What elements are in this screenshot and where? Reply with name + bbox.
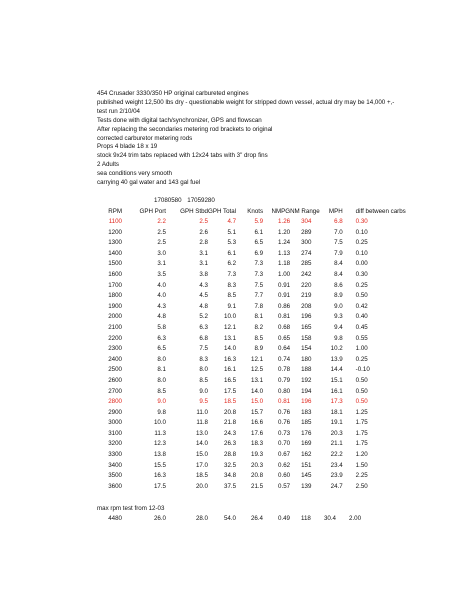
cell-nmpg: 1.13 xyxy=(278,249,291,257)
cell-mph: 7.0 xyxy=(334,228,343,236)
cell-mph: 21.1 xyxy=(330,440,343,448)
cell-diff-carbs: 0.30 xyxy=(355,218,368,225)
cell-mph: 7.5 xyxy=(334,239,343,247)
cell-diff-carbs: 0.45 xyxy=(355,323,368,331)
cell-gph-stbd: 20.0 xyxy=(195,482,208,490)
note-line: test run 2/10/04 xyxy=(97,107,140,115)
cell-gph-stbd: 18.5 xyxy=(195,472,208,480)
cell-rpm: 3100 xyxy=(108,429,122,437)
cell-gph-port: 8.1 xyxy=(157,366,166,374)
cell-gph-stbd: 3.1 xyxy=(199,260,208,268)
cell-gph-total: 20.8 xyxy=(224,408,237,416)
max-rpm-table xyxy=(96,514,400,525)
cell-gph-stbd: 8.5 xyxy=(199,376,208,384)
cell-nm-range: 169 xyxy=(301,440,312,448)
cell-nm-range: 196 xyxy=(301,398,312,406)
cell-diff-carbs: 0.10 xyxy=(355,249,368,257)
cell-gph-stbd: 14.0 xyxy=(195,440,208,448)
cell-diff-carbs: 1.75 xyxy=(355,429,368,437)
cell-rpm: 1400 xyxy=(108,249,122,257)
cell-knots: 15.0 xyxy=(251,398,264,406)
cell-gph-total: 18.5 xyxy=(224,398,237,406)
cell-rpm: 4480 xyxy=(108,515,122,522)
cell-knots: 15.7 xyxy=(251,408,264,416)
table-row xyxy=(96,450,407,461)
cell-gph-total: 10.0 xyxy=(224,313,237,321)
cell-nm-range: 145 xyxy=(301,472,312,480)
cell-rpm: 1300 xyxy=(108,239,122,247)
cell-nm-range: 158 xyxy=(301,334,312,342)
cell-rpm: 1700 xyxy=(108,281,122,289)
cell-mph: 13.9 xyxy=(330,355,343,363)
cell-rpm: 1200 xyxy=(108,228,122,236)
cell-nmpg: 1.18 xyxy=(278,260,291,268)
cell-knots: 20.8 xyxy=(251,472,264,480)
note-line: carrying 40 gal water and 143 gal fuel xyxy=(97,179,201,187)
note-line: sea conditions very smooth xyxy=(97,170,172,178)
cell-rpm: 2700 xyxy=(108,387,122,395)
cell-knots: 7.3 xyxy=(254,260,264,268)
cell-gph-stbd: 3.8 xyxy=(199,270,208,278)
cell-gph-total: 17.5 xyxy=(224,387,237,395)
cell-gph-stbd: 7.5 xyxy=(199,345,208,353)
cell-gph-port: 13.8 xyxy=(153,451,166,459)
cell-mph: 19.1 xyxy=(330,419,343,427)
cell-nmpg: 1.24 xyxy=(278,239,291,247)
cell-gph-total: 13.1 xyxy=(224,334,237,342)
max-rpm-label: max rpm test from 12-03 xyxy=(97,505,165,512)
cell-mph: 9.0 xyxy=(334,302,343,310)
cell-nm-range: 219 xyxy=(301,292,312,300)
cell-diff-carbs: 0.50 xyxy=(355,398,368,406)
cell-rpm: 1100 xyxy=(108,218,122,225)
max-rpm-row xyxy=(96,514,400,525)
cell-gph-total: 4.7 xyxy=(227,218,237,225)
cell-gph-stbd: 8.0 xyxy=(199,366,208,374)
cell-mph: 9.4 xyxy=(334,323,343,331)
cell-nm-range: 192 xyxy=(301,376,312,384)
table-row xyxy=(96,238,407,249)
cell-rpm: 2600 xyxy=(108,376,122,384)
cell-gph-stbd: 3.1 xyxy=(199,249,208,257)
table-row xyxy=(96,228,407,239)
cell-gph-port: 2.5 xyxy=(157,228,166,236)
cell-gph-stbd: 6.3 xyxy=(199,323,208,331)
cell-knots: 12.1 xyxy=(251,355,264,363)
table-row xyxy=(96,259,407,270)
cell-diff-carbs: 0.55 xyxy=(355,334,368,342)
cell-gph-stbd: 17.0 xyxy=(195,461,208,469)
cell-rpm: 1600 xyxy=(108,270,122,278)
cell-gph-total: 16.5 xyxy=(224,376,237,384)
table-row xyxy=(96,270,407,281)
cell-mph: 23.4 xyxy=(330,461,343,469)
cell-gph-port: 5.8 xyxy=(157,323,166,331)
cell-nmpg: 0.62 xyxy=(278,461,291,469)
cell-gph-total: 6.1 xyxy=(227,249,237,257)
cell-gph-stbd: 2.8 xyxy=(199,239,208,247)
cell-gph-stbd: 4.5 xyxy=(199,292,208,300)
cell-rpm: 2500 xyxy=(108,366,122,374)
cell-rpm: 1800 xyxy=(108,292,122,300)
cell-nm-range: 220 xyxy=(301,281,312,289)
cell-rpm: 3600 xyxy=(108,482,122,490)
header-gph-stbd: GPH Stbd xyxy=(180,208,208,215)
cell-rpm: 2200 xyxy=(108,334,122,342)
cell-gph-stbd: 4.8 xyxy=(199,302,208,310)
test-notes xyxy=(97,90,457,188)
cell-rpm: 3400 xyxy=(108,461,122,469)
cell-knots: 8.2 xyxy=(254,323,264,331)
cell-nm-range: 289 xyxy=(301,228,312,236)
cell-gph-port: 4.0 xyxy=(157,292,166,300)
cell-nm-range: 274 xyxy=(301,249,312,257)
cell-mph: 9.3 xyxy=(334,313,343,321)
note-line: 2 Adults xyxy=(97,161,120,169)
note-line: 454 Crusader 3330/350 HP original carbureted engines xyxy=(97,90,249,97)
cell-gph-stbd: 8.3 xyxy=(199,355,208,363)
cell-diff-carbs: -0.10 xyxy=(355,366,370,374)
cell-nm-range: 139 xyxy=(301,482,312,490)
cell-diff-carbs: 0.30 xyxy=(355,270,368,278)
cell-diff-carbs: 2.00 xyxy=(349,515,362,522)
table-row xyxy=(96,418,407,429)
cell-knots: 12.5 xyxy=(251,366,264,374)
cell-gph-port: 4.8 xyxy=(157,313,166,321)
header-diff-carbs: diff between carbs xyxy=(355,208,406,215)
table-row xyxy=(96,217,407,228)
cell-mph: 8.9 xyxy=(334,292,343,300)
note-line: After replacing the secondaries metering rod brackets to original xyxy=(97,125,273,133)
header-knots: Knots xyxy=(247,208,264,215)
cell-nmpg: 0.60 xyxy=(278,472,291,480)
cell-diff-carbs: 0.25 xyxy=(355,281,368,289)
cell-nmpg: 1.26 xyxy=(278,218,291,225)
note-line: Tests done with digital tach/synchronizer, GPS and flowscan xyxy=(97,116,262,124)
cell-gph-stbd: 9.0 xyxy=(199,387,208,395)
cell-rpm: 2100 xyxy=(108,323,122,331)
cell-diff-carbs: 1.75 xyxy=(355,440,368,448)
cell-gph-stbd: 11.0 xyxy=(196,408,208,416)
cell-knots: 18.3 xyxy=(251,440,264,448)
cell-nmpg: 0.91 xyxy=(278,281,291,289)
cell-rpm: 3200 xyxy=(108,440,122,448)
cell-diff-carbs: 1.50 xyxy=(355,461,368,469)
cell-gph-total: 28.8 xyxy=(224,451,237,459)
cell-mph: 8.4 xyxy=(334,260,343,268)
cell-gph-port: 11.3 xyxy=(154,429,166,437)
port-serial: 17080580 xyxy=(154,197,182,204)
cell-nmpg: 0.81 xyxy=(278,398,291,406)
cell-gph-port: 6.5 xyxy=(157,345,166,353)
cell-nmpg: 0.73 xyxy=(278,429,291,437)
cell-rpm: 1900 xyxy=(108,302,122,310)
cell-knots: 7.7 xyxy=(254,292,264,300)
cell-nm-range: 194 xyxy=(301,387,312,395)
cell-diff-carbs: 0.50 xyxy=(355,292,368,300)
cell-knots: 7.5 xyxy=(254,281,264,289)
cell-rpm: 2900 xyxy=(108,408,122,416)
performance-table xyxy=(96,206,407,492)
header-gph-port: GPH Port xyxy=(139,208,166,215)
cell-nm-range: 180 xyxy=(301,355,312,363)
table-row xyxy=(96,439,407,450)
cell-gph-stbd: 2.5 xyxy=(199,218,208,225)
table-row xyxy=(96,408,407,419)
cell-nm-range: 196 xyxy=(301,313,312,321)
cell-rpm: 2300 xyxy=(108,345,122,353)
cell-knots: 5.9 xyxy=(254,218,264,225)
cell-gph-total: 8.5 xyxy=(227,292,237,300)
cell-mph: 20.3 xyxy=(330,429,343,437)
cell-gph-port: 15.5 xyxy=(153,461,166,469)
cell-nmpg: 0.70 xyxy=(278,440,291,448)
cell-diff-carbs: 0.42 xyxy=(355,302,368,310)
cell-diff-carbs: 1.75 xyxy=(355,419,368,427)
cell-nmpg: 0.78 xyxy=(278,366,291,374)
cell-gph-port: 16.3 xyxy=(153,472,166,480)
cell-nm-range: 165 xyxy=(301,323,312,331)
cell-gph-port: 9.0 xyxy=(157,398,166,406)
cell-gph-port: 26.0 xyxy=(153,515,166,522)
cell-gph-port: 10.0 xyxy=(153,419,166,427)
note-line: stock 9x24 trim tabs replaced with 12x24 tabs with 3" drop fins xyxy=(97,152,268,160)
cell-gph-total: 5.1 xyxy=(227,228,237,236)
cell-nmpg: 0.76 xyxy=(278,408,291,416)
table-row xyxy=(96,461,407,472)
cell-mph: 14.4 xyxy=(330,366,343,374)
cell-nmpg: 0.49 xyxy=(277,515,290,522)
cell-nm-range: 185 xyxy=(301,419,312,427)
cell-mph: 15.1 xyxy=(330,376,343,384)
cell-knots: 14.0 xyxy=(251,387,264,395)
cell-knots: 13.1 xyxy=(251,376,264,384)
table-row xyxy=(96,249,407,260)
cell-diff-carbs: 1.20 xyxy=(355,451,368,459)
cell-nm-range: 304 xyxy=(301,218,312,225)
cell-nm-range: 176 xyxy=(301,429,312,437)
table-row xyxy=(96,376,407,387)
cell-nmpg: 1.00 xyxy=(278,270,291,278)
table-row xyxy=(96,397,407,408)
cell-gph-stbd: 11.8 xyxy=(196,419,208,427)
cell-gph-port: 12.3 xyxy=(153,440,166,448)
header-gph-total: GPH Total xyxy=(208,208,237,215)
cell-mph: 22.2 xyxy=(330,451,343,459)
cell-gph-total: 8.3 xyxy=(227,281,237,289)
cell-gph-port: 2.2 xyxy=(157,218,166,225)
table-row xyxy=(96,291,407,302)
cell-gph-port: 2.5 xyxy=(157,239,166,247)
cell-nm-range: 242 xyxy=(301,270,312,278)
cell-gph-total: 34.8 xyxy=(224,472,237,480)
cell-mph: 9.8 xyxy=(334,334,343,342)
cell-nmpg: 0.80 xyxy=(278,387,291,395)
table-row xyxy=(96,281,407,292)
cell-mph: 7.9 xyxy=(334,249,343,257)
cell-gph-stbd: 15.0 xyxy=(195,451,208,459)
cell-rpm: 1500 xyxy=(108,260,122,268)
cell-nm-range: 162 xyxy=(301,451,312,459)
table-header-row xyxy=(96,206,407,217)
cell-nm-range: 154 xyxy=(301,345,312,353)
cell-nmpg: 1.20 xyxy=(278,228,291,236)
cell-gph-port: 8.0 xyxy=(157,376,166,384)
cell-gph-stbd: 9.5 xyxy=(199,398,208,406)
cell-diff-carbs: 2.50 xyxy=(355,482,368,490)
cell-diff-carbs: 0.50 xyxy=(355,387,368,395)
cell-nmpg: 0.68 xyxy=(278,323,291,331)
cell-diff-carbs: 0.50 xyxy=(355,376,368,384)
cell-gph-stbd: 4.3 xyxy=(199,281,208,289)
cell-nm-range: 188 xyxy=(301,366,312,374)
cell-gph-stbd: 2.6 xyxy=(199,228,208,236)
cell-gph-total: 24.3 xyxy=(224,429,237,437)
cell-gph-total: 16.1 xyxy=(224,366,237,374)
cell-gph-total: 6.2 xyxy=(227,260,237,268)
cell-gph-stbd: 28.0 xyxy=(195,515,208,522)
note-line: corrected carburetor metering rods xyxy=(97,134,193,142)
cell-diff-carbs: 0.10 xyxy=(355,228,368,236)
cell-diff-carbs: 2.25 xyxy=(355,472,368,480)
cell-mph: 16.1 xyxy=(330,387,343,395)
cell-rpm: 2800 xyxy=(108,398,122,406)
cell-nm-range: 151 xyxy=(301,461,312,469)
stbd-serial: 17059280 xyxy=(187,197,215,204)
note-line: published weight 12,500 lbs dry - questionable weight for stripped down vessel, actual dry may be 14,000 +,- xyxy=(97,98,395,106)
cell-gph-stbd: 13.0 xyxy=(195,429,208,437)
cell-mph: 8.4 xyxy=(334,270,343,278)
cell-nmpg: 0.86 xyxy=(278,302,291,310)
table-row xyxy=(96,482,407,493)
cell-diff-carbs: 0.25 xyxy=(355,355,368,363)
table-row xyxy=(96,387,407,398)
table-body xyxy=(96,217,407,492)
cell-nmpg: 0.76 xyxy=(278,419,291,427)
cell-knots: 6.9 xyxy=(254,249,264,257)
cell-nm-range: 208 xyxy=(301,302,312,310)
cell-diff-carbs: 0.25 xyxy=(355,239,368,247)
cell-knots: 16.6 xyxy=(251,419,264,427)
cell-knots: 8.9 xyxy=(254,345,264,353)
cell-mph: 8.6 xyxy=(334,281,343,289)
table-row xyxy=(96,312,407,323)
cell-knots: 6.5 xyxy=(254,239,264,247)
table-row xyxy=(96,334,407,345)
cell-gph-total: 37.5 xyxy=(224,482,237,490)
cell-diff-carbs: 0.00 xyxy=(355,260,368,268)
cell-mph: 17.3 xyxy=(330,398,343,406)
cell-knots: 7.3 xyxy=(254,270,264,278)
cell-nmpg: 0.65 xyxy=(278,334,291,342)
cell-gph-port: 17.5 xyxy=(153,482,166,490)
table-row xyxy=(96,323,407,334)
cell-gph-port: 8.0 xyxy=(157,355,166,363)
cell-nmpg: 0.91 xyxy=(278,292,291,300)
cell-gph-port: 6.3 xyxy=(157,334,166,342)
note-line: Props 4 blade 18 x 19 xyxy=(97,143,158,151)
cell-diff-carbs: 1.00 xyxy=(355,345,368,353)
cell-gph-total: 54.0 xyxy=(223,515,236,522)
cell-gph-total: 12.1 xyxy=(224,323,237,331)
cell-mph: 24.7 xyxy=(330,482,343,490)
cell-gph-total: 9.1 xyxy=(227,302,237,310)
cell-gph-port: 4.3 xyxy=(157,302,166,310)
engine-serials xyxy=(154,197,219,204)
cell-gph-total: 5.3 xyxy=(227,239,237,247)
header-rpm: RPM xyxy=(108,208,122,215)
cell-mph: 23.9 xyxy=(330,472,343,480)
cell-mph: 30.4 xyxy=(323,515,336,522)
header-nm-range: NM Range xyxy=(290,208,320,215)
cell-knots: 7.8 xyxy=(254,302,264,310)
cell-knots: 6.1 xyxy=(254,228,264,236)
cell-nmpg: 0.81 xyxy=(278,313,291,321)
cell-gph-port: 3.5 xyxy=(157,270,166,278)
cell-gph-port: 3.1 xyxy=(157,260,166,268)
cell-gph-port: 4.0 xyxy=(157,281,166,289)
cell-gph-stbd: 6.8 xyxy=(199,334,208,342)
table-row xyxy=(96,365,407,376)
cell-diff-carbs: 0.40 xyxy=(355,313,368,321)
cell-gph-port: 9.8 xyxy=(157,408,166,416)
cell-nmpg: 0.79 xyxy=(278,376,291,384)
cell-diff-carbs: 1.25 xyxy=(355,408,368,416)
cell-knots: 26.4 xyxy=(250,515,263,522)
table-row xyxy=(96,429,407,440)
cell-mph: 6.8 xyxy=(334,218,343,225)
cell-knots: 21.5 xyxy=(251,482,264,490)
cell-knots: 20.3 xyxy=(251,461,264,469)
cell-nmpg: 0.57 xyxy=(278,482,291,490)
cell-gph-total: 16.3 xyxy=(224,355,237,363)
cell-nm-range: 118 xyxy=(301,515,311,522)
cell-knots: 8.5 xyxy=(254,334,264,342)
header-nmpg: NMPG xyxy=(271,208,291,215)
cell-rpm: 3500 xyxy=(108,472,122,480)
cell-gph-total: 26.3 xyxy=(224,440,237,448)
cell-gph-port: 8.5 xyxy=(157,387,166,395)
cell-nmpg: 0.74 xyxy=(278,355,291,363)
cell-gph-total: 14.0 xyxy=(224,345,237,353)
cell-nm-range: 285 xyxy=(301,260,312,268)
table-row xyxy=(96,471,407,482)
cell-nmpg: 0.64 xyxy=(278,345,291,353)
cell-knots: 17.6 xyxy=(251,429,264,437)
cell-gph-total: 21.8 xyxy=(224,419,237,427)
cell-rpm: 3300 xyxy=(108,451,122,459)
cell-nmpg: 0.67 xyxy=(278,451,291,459)
cell-nm-range: 300 xyxy=(301,239,312,247)
cell-gph-port: 3.0 xyxy=(157,249,166,257)
table-row xyxy=(96,344,407,355)
cell-mph: 18.1 xyxy=(330,408,343,416)
cell-gph-total: 7.3 xyxy=(227,270,237,278)
cell-mph: 10.2 xyxy=(330,345,343,353)
cell-knots: 19.3 xyxy=(251,451,264,459)
cell-gph-total: 32.5 xyxy=(224,461,237,469)
table-row xyxy=(96,302,407,313)
cell-rpm: 3000 xyxy=(108,419,122,427)
cell-rpm: 2400 xyxy=(108,355,122,363)
cell-rpm: 2000 xyxy=(108,313,122,321)
cell-gph-stbd: 5.2 xyxy=(199,313,208,321)
cell-nm-range: 183 xyxy=(301,408,312,416)
table-row xyxy=(96,355,407,366)
header-mph: MPH xyxy=(328,208,343,215)
cell-knots: 8.1 xyxy=(254,313,264,321)
